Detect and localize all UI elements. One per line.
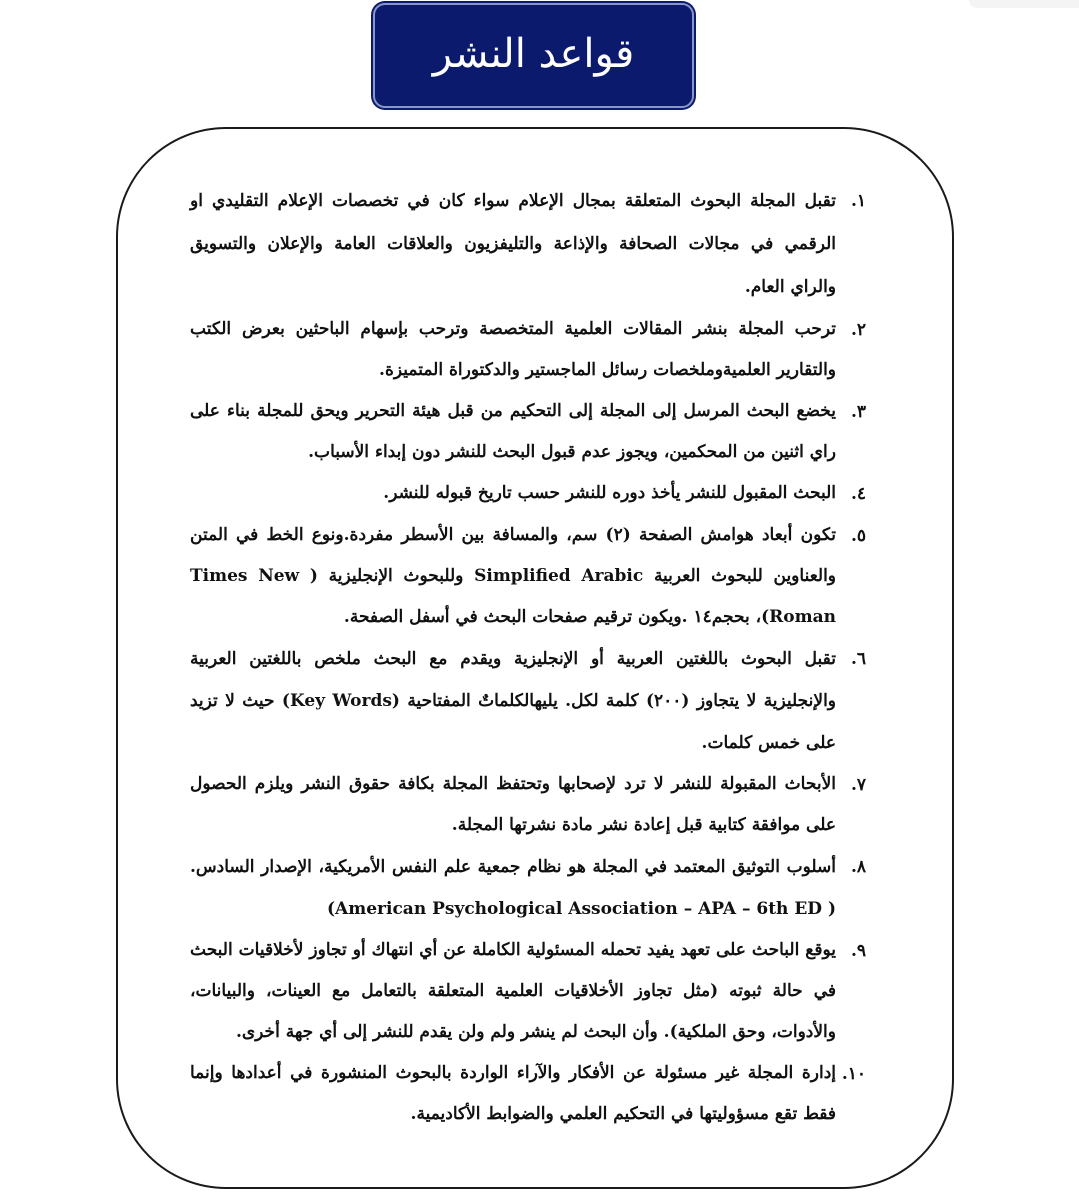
rule-number: ٢.: [850, 320, 866, 340]
title-banner: [373, 3, 694, 108]
rule-item-9: [190, 930, 866, 1053]
rule-number: ١٠.: [841, 1064, 866, 1084]
rule-text: أسلوب التوثيق المعتمد في المجلة هو نظام جمعية علم النفس الأمريكية، الإصدار السادس. ( American Psychological Association – APA – 6th ED): [190, 857, 836, 919]
rule-number: ٦.: [850, 649, 866, 669]
page-corner-shade: [969, 0, 1079, 8]
rule-number: ٩.: [850, 941, 866, 961]
rule-text: تقبل البحوث باللغتين العربية أو الإنجليزية ويقدم مع البحث ملخص باللغتين العربية والإنجليزية لا يتجاوز (٢٠٠) كلمة لكل. يليهالكلماتٌ المفتاحية (Key Words) حيث لا تزيد على خمس كلمات.: [190, 649, 837, 753]
rule-item-2: [190, 309, 866, 391]
rule-number: ٥.: [850, 526, 866, 546]
rule-number: ٣.: [850, 402, 866, 422]
rule-text: تكون أبعاد هوامش الصفحة (٢) سم، والمسافة بين الأسطر مفردة.ونوع الخط في المتن والعناوين للبحوث العربية Simplified Arabic وللبحوث الإنجليزية ( Times New Roman)، بحجم١٤ .ويكون ترقيم صفحات البحث في أسفل الصفحة.: [190, 525, 837, 627]
rule-item-6: [190, 638, 866, 764]
rules-list: [190, 180, 866, 1135]
rule-item-10: [190, 1053, 866, 1135]
rule-text: يخضع البحث المرسل إلى المجلة إلى التحكيم من قبل هيئة التحرير ويحق للمجلة بناء على راي اثنين من المحكمين، ويجوز عدم قبول البحث للنشر دون إبداء الأسباب.: [190, 401, 836, 462]
rule-number: ٧.: [850, 775, 866, 795]
rule-number: ٤.: [850, 484, 866, 504]
rule-number: ٨.: [850, 857, 866, 877]
rule-item-5: [190, 515, 866, 638]
rule-item-3: [190, 391, 866, 473]
rule-item-1: [190, 180, 866, 309]
rule-item-8: [190, 846, 866, 930]
page-title: قواعد النشر: [432, 30, 635, 77]
rule-text: إدارة المجلة غير مسئولة عن الأفكار والآراء الواردة بالبحوث المنشورة في أعدادها وإنما فقط تقع مسؤوليتها في التحكيم العلمي والضوابط الأكاديمية.: [190, 1063, 836, 1124]
rule-text: ترحب المجلة بنشر المقالات العلمية المتخصصة وترحب بإسهام الباحثين بعرض الكتب والتقارير العلميةوملخصات رسائل الماجستير والدكتوراة المتميزة.: [190, 319, 836, 380]
rule-number: ١.: [850, 191, 866, 211]
rule-item-7: [190, 764, 866, 846]
rule-text: يوقع الباحث على تعهد يفيد تحمله المسئولية الكاملة عن أي انتهاك أو تجاوز لأخلاقيات البحث في حالة ثبوته (مثل تجاوز الأخلاقيات العلمية المتعلقة بالتعامل مع العينات، والبيانات، والأدوات، وحق الملكية). وأن البحث لم ينشر ولم ولن يقدم للنشر إلى أي جهة أخرى.: [190, 940, 836, 1042]
rule-text: الأبحاث المقبولة للنشر لا ترد لإصحابها وتحتفظ المجلة بكافة حقوق النشر ويلزم الحصول على موافقة كتابية قبل إعادة نشر مادة نشرتها المجلة.: [190, 774, 836, 835]
rule-text: البحث المقبول للنشر يأخذ دوره للنشر حسب تاريخ قبوله للنشر.: [383, 483, 836, 503]
rule-item-4: [190, 473, 866, 515]
rule-text: تقبل المجلة البحوث المتعلقة بمجال الإعلام سواء كان في تخصصات الإعلام التقليدي او الرقمي في مجالات الصحافة والإذاعة والتليفزيون والعلاقات العامة والإعلان والتسويق والراي العام.: [190, 191, 836, 297]
